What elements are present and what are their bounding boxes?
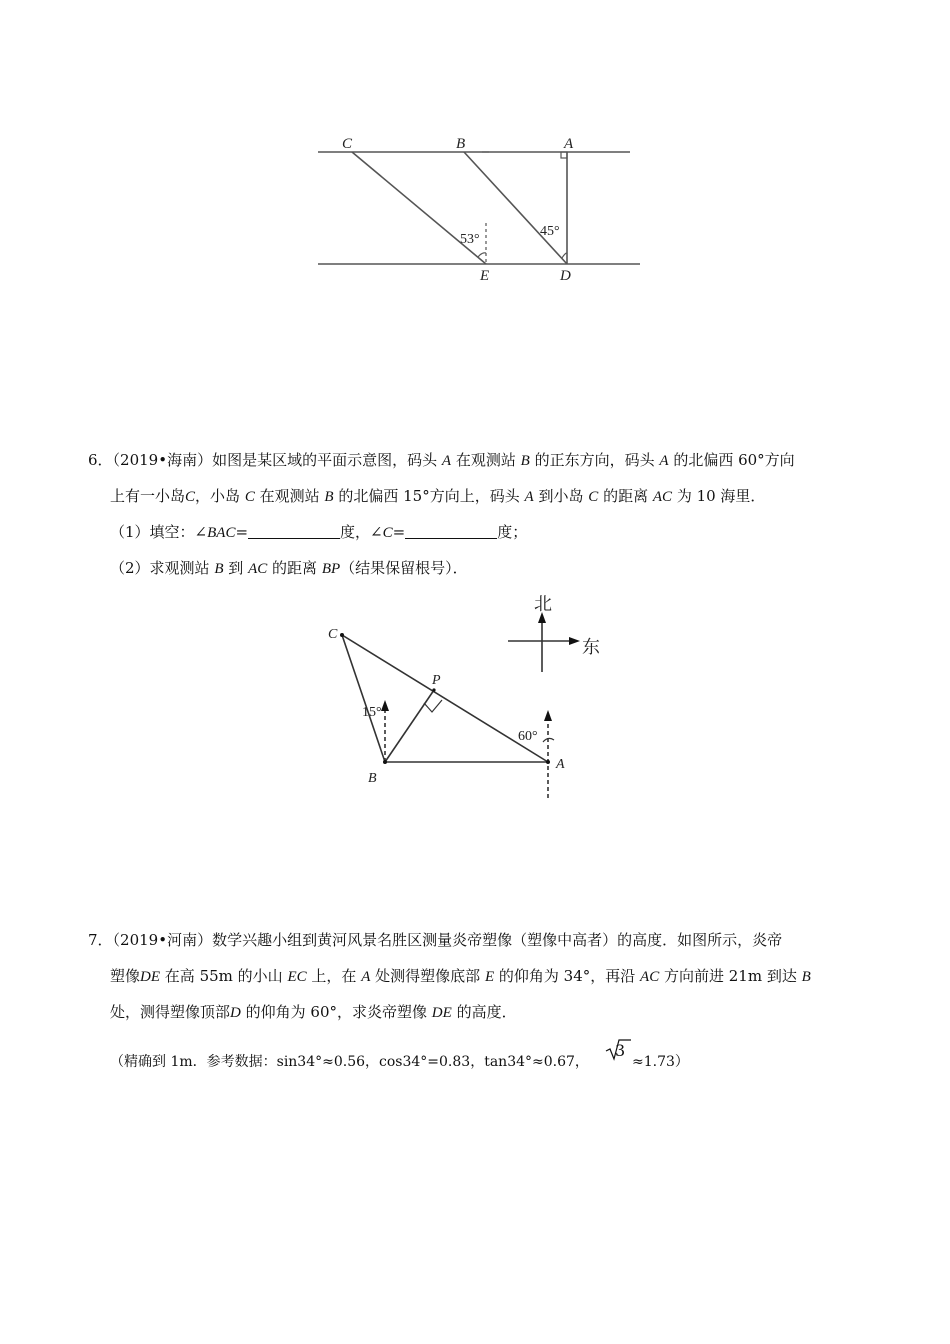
angle-53: 53° (460, 232, 480, 247)
sqrt-approx: ≈1.73） (632, 1054, 689, 1070)
answer-blank-c[interactable] (405, 524, 497, 539)
q7-line1: 7．（2019•河南）数学兴趣小组到黄河风景名胜区测量炎帝塑像（塑像中高者）的高度．如图所示，炎帝 (88, 931, 783, 949)
point-c (340, 633, 344, 637)
q7-line2: 塑像DE 在高 55m 的小山 EC 上，在 A 处测得塑像底部 E 的仰角为 34°，再沿 AC 方向前进 21m 到达 B (110, 967, 811, 985)
q7-line3: 处，测得塑像顶部D 的仰角为 60°，求炎帝塑像 DE 的高度． (110, 1003, 517, 1021)
right-angle-mark (561, 152, 567, 158)
label-a: A (564, 136, 574, 152)
q6-sub2: （2）求观测站 B 到 AC 的距离 BP（结果保留根号）． (110, 559, 468, 577)
angle-15: 15° (362, 705, 382, 720)
north-label: 北 (534, 594, 552, 615)
segment-bp (385, 690, 434, 762)
label-c: C (342, 136, 353, 152)
point-a (546, 760, 550, 764)
figure-triangle-compass (320, 590, 620, 810)
segment-ce (352, 152, 486, 264)
angle-60: 60° (518, 729, 538, 744)
q7-reference-data: （精确到 1m．参考数据：sin34°≈0.56，cos34°=0.83，tan34°≈0.67， (110, 1054, 589, 1070)
q6-line2: 上有一小岛C，小岛 C 在观测站 B 的北偏西 15°方向上，码头 A 到小岛 C 的距离 AC 为 10 海里． (110, 487, 766, 505)
label-p: P (432, 673, 441, 688)
arrow-a-icon (544, 710, 552, 721)
point-b (383, 760, 387, 764)
sqrt-radicand: 3 (615, 1041, 626, 1060)
answer-blank-bac[interactable] (248, 524, 340, 539)
q6-line1: 6．（2019•海南）如图是某区域的平面示意图，码头 A 在观测站 B 的正东方向，码头 A 的北偏西 60°方向 (88, 451, 795, 469)
label-a: A (556, 757, 565, 772)
figure-parallel-lines (300, 125, 660, 290)
label-b: B (456, 136, 466, 152)
q6-sub1: （1）填空：∠BAC= 度，∠C= 度； (110, 523, 528, 541)
compass-east-arrow-icon (569, 637, 580, 645)
east-label: 东 (582, 637, 600, 658)
label-d: D (560, 268, 571, 284)
point-p (432, 688, 435, 691)
label-b: B (368, 771, 377, 786)
label-e: E (480, 268, 490, 284)
angle-45: 45° (540, 224, 560, 239)
segment-bd (464, 152, 567, 264)
label-c: C (328, 627, 338, 642)
segment-cb (342, 635, 385, 762)
arrow-b-icon (381, 700, 389, 711)
